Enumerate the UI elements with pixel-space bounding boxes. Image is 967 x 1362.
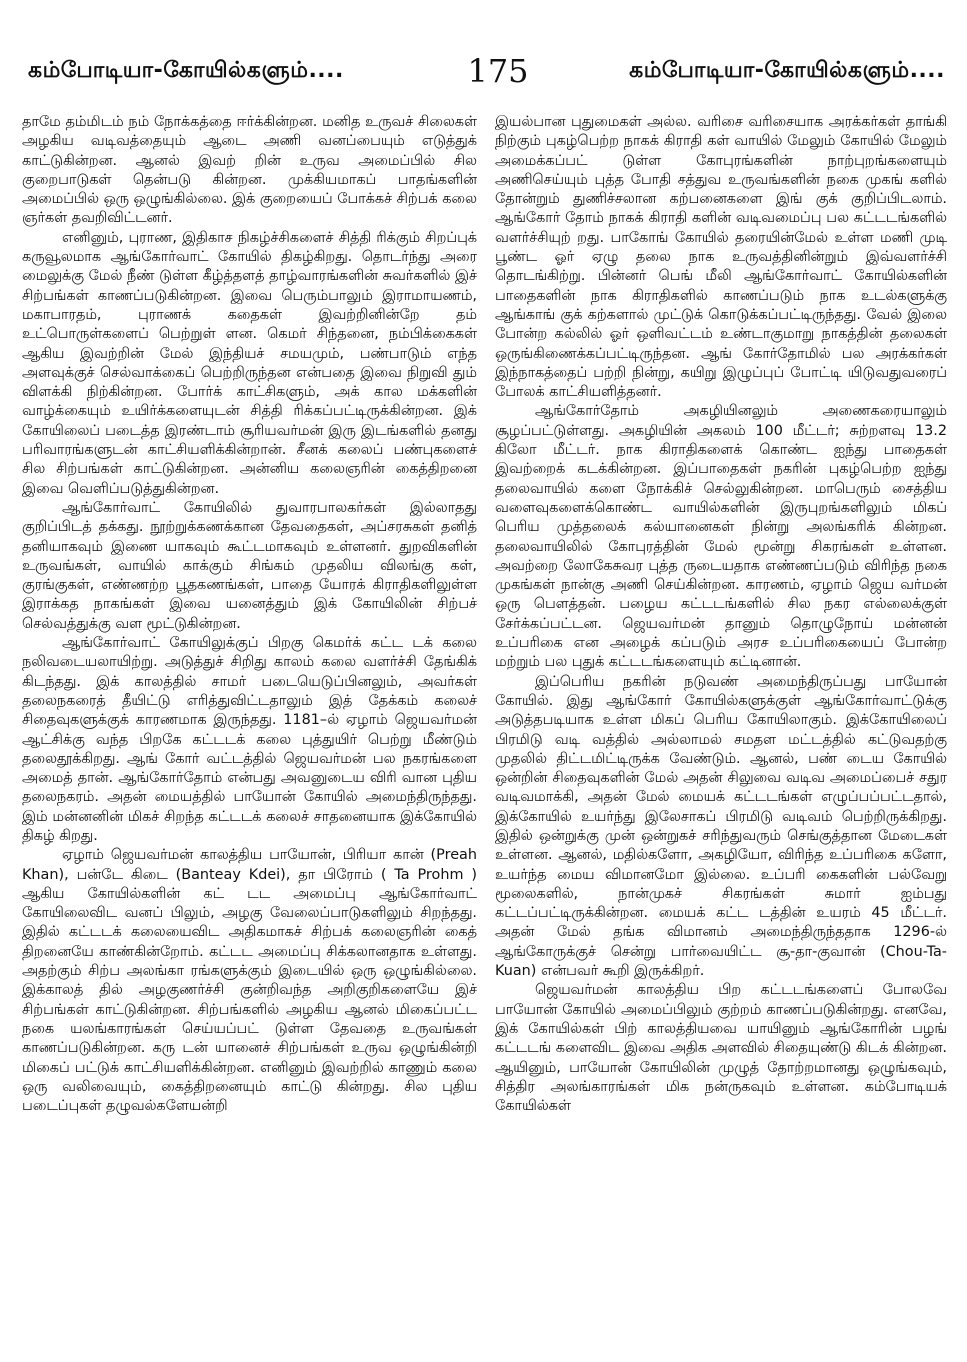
paragraph: எனினும், புராண, இதிகாச நிகழ்ச்சிகளைச் சித்தி ரிக்கும் சிறப்புக் கருவூலமாக ஆங்கோர்வாட் கோயில் திகழ்கிறது. தொடர்ந்து அரை மைலுக்கு மேல் நீண் டுள்ள கீழ்த்தளத் தாழ்வாரங்களின் சுவர்களில் இச் சிற்பங்கள் காணப்படுகின்றன. இவை பெரும்பாலும் இராமாயணம், மகாபாரதம், புராணக் கதைகள் இவற்றினின்றே தம் உட்பொருள்களைப் பெற்றுள் ளன. கெமர் சிந்தனை, நம்பிக்கைகள் ஆகிய இவற்றின் மேல் இந்தியச் சமயமும், பண்பாடும் எந்த அளவுக்குச் செல்வாக்கைப் பெற்றிருந்தன என்பதை இவை நிறுவி தும் விளக்கி நிற்கின்றன. போர்க் காட்சிகளும், அக் கால மக்களின் வாழ்க்கையும் உயிர்க்களையுடன் சித்தி ரிக்கப்பட்டிருக்கின்றன. இக் கோயிலைப் படைத்த இரண்டாம் சூரியவர்மன் இரு இடங்களில் தனது பரிவாரங்களுடன் காட்சியளிக்கின்றான். சீனக் கலைப் பண்புகளைச் சில சிற்பங்கள் காட்டுகின்றன. அன்னிய கலைஞரின் கைத்திறனை இவை வெளிப்படுத்துகின்றன.: [22, 229, 477, 497]
paragraph: ஆங்கோர்தோம் அகழியினலும் அணைகரையாலும் சூழப்பட்டுள்ளது. அகழியின் அகலம் 100 மீட்டர்; சுற்றளவு 13.2 கிலோ மீட்டர். நாக கிராதிகளைக் கொண்ட ஐந்து பாதைகள் இவற்றைக் கடக்கின்றன. இப்பாதைகள் நகரின் புகழ்பெற்ற ஐந்து தலைவாயில் களை நோக்கிச் செல்லுகின்றன. மாபெரும் சைத்திய வளைவுகளைக்கொண்ட வாயில்களின் இருபுறங்களிலும் மிகப் பெரிய முத்தலைக் கல்யானைகள் நின்று அலங்கரிக் கின்றன. தலைவாயிலில் கோபுரத்தின் மேல் மூன்று சிகரங்கள் உள்ளன. அவற்றை லோகேசுவர புத்த ருடையதாக எண்ணப்படும் விரிந்த நகை முகங்கள் நான்கு அணி செய்கின்றன. காரணம், ஏழாம் ஜெய வர்மன் ஒரு பௌத்தன். பழைய கட்டடங்களில் சில நகர எல்லைக்குள் சேர்க்கப்பட்டன. ஜெயவர்மன் தானும் தொழுநோய் மன்னன் உப்பரிகை என அழைக் கப்படும் அரச உப்பரிகையைப் போன்ற மற்றும் பல புதுக் கட்டடங்களையும் கட்டினான்.: [495, 403, 947, 671]
paragraph: ஜெயவர்மன் காலத்திய பிற கட்டடங்களைப் போலவே பாயோன் கோயில் அமைப்பிலும் குற்றம் காணப்படுகின்றது. எனவே, இக் கோயில்கள் பிற் காலத்தியவை யாயினும் ஆங்கோரின் பழங் கட்டடங் களைவிட இவை அதிக அளவில் சிதையுண்டு கிடக் கின்றன. ஆயினும், பாயோன் கோயிலின் முழுத் தோற்றமானது ஒழுங்கவும், சித்திர அலங்காரங்கள் மிக நன்ருகவும் உள்ளன. கம்போடியக் கோயில்கள்: [495, 982, 947, 1115]
paragraph: தாமே தம்மிடம் நம் நோக்கத்தை ஈர்க்கின்றன. மனித உருவச் சிலைகள் அழகிய வடிவத்தையும் ஆடை அணி வனப்பையும் எடுத்துக் காட்டுகின்றன. ஆனல் இவற் றின் உருவ அமைப்பில் சில குறைபாடுகள் தென்படு கின்றன. முக்கியமாகப் பாதங்களின் அமைப்பில் ஒரு ஒழுங்கில்லை. இக் குறையைப் போக்கச் சிற்பக் கலை ஞர்கள் தவறிவிட்டனர்.: [22, 114, 477, 227]
paragraph: இப்பெரிய நகரின் நடுவண் அமைந்திருப்பது பாயோன் கோயில். இது ஆங்கோர் கோயில்களுக்குள் ஆங்கோர்வாட்டுக்கு அடுத்தபடியாக உள்ள மிகப் பெரிய கோயிலாகும். இக்கோயிலைப் பிரமிடு வடி வத்தில் அல்லாமல் சமதள மட்டத்தில் கட்டுவதற்கு முதலில் திட்டமிட்டிருக்க வேண்டும். ஆனல், பண் டைய கோயில் ஒன்றின் சிதைவுகளின் மேல் அதன் சிலுவை வடிவ அமைப்பைச் சதுர வடிவமாக்கி, அதன் மேல் மையக் கட்டடங்கள் எழுப்பப்பட்டதால், இக்கோயில் உயர்ந்து இலேசாகப் பிரமிடு வடிவம் பெற்றிருக்கிறது. இதில் ஒன்றுக்கு முன் ஒன்றுகச் சரிந்துவரும் செங்குத்தான மேடைகள் உள்ளன. ஆனல், மதில்களோ, அகழியோ, விரிந்த உப்பரிகை களோ, உயர்ந்த மைய விமானமோ இல்லை. உப்பரி கைகளின் பல்வேறு மூலைகளில், நான்முகச் சிகரங்கள் சுமார் ஐம்பது கட்டப்பட்டிருக்கின்றன. மையக் கட்ட டத்தின் உயரம் 45 மீட்டர். அதன் மேல் தங்க விமானம் அமைந்திருந்ததாக 1296-ல் ஆங்கோருக்குச் சென்று பார்வையிட்ட சூ-தா-குவான் (Chou-Ta-Kuan) என்பவர் கூறி இருக்கிறர்.: [495, 673, 947, 980]
paragraph: ஆங்கோர்வாட் கோயிலில் துவாரபாலகர்கள் இல்லாதது குறிப்பிடத் தக்கது. நூற்றுக்கணக்கான தேவதைகள், அப்சரசுகள் தனித் தனியாகவும் இணை யாகவும் கூட்டமாகவும் உள்ளனர். துறவிகளின் உருவங்கள், வாயில் காக்கும் சிங்கம் முதலிய விலங்கு கள், குரங்குகள், எண்ணற்ற பூதகணங்கள், பாதை யோரக் கிராதிகளிலுள்ள இராக்கத நாகங்கள் இவை யனைத்தும் இக் கோயிலின் சிற்பச் செல்வத்துக்கு வள மூட்டுகின்றன.: [22, 499, 477, 632]
paragraph: இயல்பான புதுமைகள் அல்ல. வரிசை வரிசையாக அரக்கர்கள் தாங்கி நிற்கும் புகழ்பெற்ற நாகக் கிராதி கள் வாயில் மேலும் கோயில் மேலும் அமைக்கப்பட் டுள்ள கோபுரங்களின் நாற்புறங்களையும் அணிசெய்யும் புத்த போதி சத்துவ உருவங்களின் நகை முகங் களில் தோன்றும் துணிச்சலான கற்பனைகளை இங் குக் குறிப்பிடலாம். ஆங்கோர் தோம் நாகக் கிராதி களின் வடிவமைப்பு பல கட்டடங்களில் வளர்ச்சியுற் றது. பாகோங் கோயில் தரையின்மேல் உள்ள மணி முடி பூண்ட ஓர் ஏழு தலை நாக உருவத்தினின்றும் இவ்வளர்ச்சி தொடங்கிற்று. பின்னர் பெங் மீலி ஆங்கோர்வாட் கோயில்களின் பாதைகளின் நாக கிராதிகளில் காணப்படும் நாக உடல்களுக்கு ஆங்காங் குக் கற்களால் முட்டுக் கொடுக்கப்பட்டிருந்தது. வேல் இலை போன்ற கல்லில் ஓர் ஒளிவட்டம் உண்டாகுமாறு நாகத்தின் தலைகள் ஒருங்கிணைக்கப்பட்டிருந்தன. ஆங் கோர்தோமில் பல அரக்கர்கள் இந்நாகத்தைப் பற்றி நின்று, கயிறு இழுப்புப் போட்டி யிடுவதுவரைப் போலக் காட்சியளித்தனர்.: [495, 114, 947, 401]
page-header: [28, 52, 945, 98]
paragraph: ஏழாம் ஜெயவர்மன் காலத்திய பாயோன், பிரியா கான் (Preah Khan), பன்டே கிடை (Banteay Kdei), தா பிரோம் ( Ta Prohm ) ஆகிய கோயில்களின் கட் டட அமைப்பு ஆங்கோர்வாட் கோயிலைவிட வனப் பிலும், அழகு வேலைப்பாடுகளிலும் சிறந்தது. இதில் கட்டடக் கலையைவிட அதிகமாகச் சிற்பக் கலைஞரின் கைத் திறனையே காண்கின்றோம். கட்டட அமைப்பு சிக்கலானதாக உள்ளது. அதற்கும் சிற்ப அலங்கா ரங்களுக்கும் இடையில் ஒரு ஒழுங்கில்லை. இக்காலத் தில் அழகுணர்ச்சி குன்றிவந்த அறிகுறிகளையே இச் சிற்பங்கள் காட்டுகின்றன. சிற்பங்களில் அழகிய ஆனல் மிகைப்பட்ட நகை யலங்காரங்கள் செய்யப்பட் டுள்ள தேவதை உருவங்கள் காணப்படுகின்றன. கரு டன் யானைச் சிற்பங்கள் உருவ ஒழுங்கின்றி மிகைப் பட்டுக் காட்சியளிக்கின்றன. எனினும் இவற்றில் காணும் கலை ஒரு வலிவையும், கைத்திறனையும் காட்டு கின்றது. சில புதிய படைப்புகள் தழுவல்களேயன்றி: [22, 847, 477, 1115]
running-title-left: கம்போடியா-கோயில்களும்....: [28, 58, 344, 83]
left-column: [22, 113, 477, 1353]
running-title-right: கம்போடியா-கோயில்களும்....: [629, 58, 945, 83]
page-number: 175: [467, 52, 529, 90]
paragraph: ஆங்கோர்வாட் கோயிலுக்குப் பிறகு கெமர்க் கட்ட டக் கலை நலிவடையலாயிற்று. அடுத்துச் சிறிது காலம் கலை வளர்ச்சி தேங்கிக் கிடந்தது. இக் காலத்தில் சாமர் படையெடுப்பினலும், அவர்கள் தலைநகரைத் தீயிட்டு எரித்துவிட்டதாலும் இத் தேக்கம் கலைச் சிதைவுகளுக்குக் காரணமாக இருந்தது. 1181–ல் ஏழாம் ஜெயவர்மன் ஆட்சிக்கு வந்த பிறகே கட்டடக் கலை புத்துயிர் பெற்று மீண்டும் தலைதூக்கிறது. ஆங் கோர் வட்டத்தில் ஜெயவர்மன் பல நகரங்களை அமைத் தான். ஆங்கோர்தோம் என்பது அவனுடைய விரி வான புதிய தலைநகரம். அதன் மையத்தில் பாயோன் கோயில் அமைந்திருந்தது. இம் மன்னனின் மிகச் சிறந்த கட்டடக் கலைச் சாதனையாக இக்கோயில் திகழ் கிறது.: [22, 635, 477, 844]
right-column: [495, 113, 947, 1353]
